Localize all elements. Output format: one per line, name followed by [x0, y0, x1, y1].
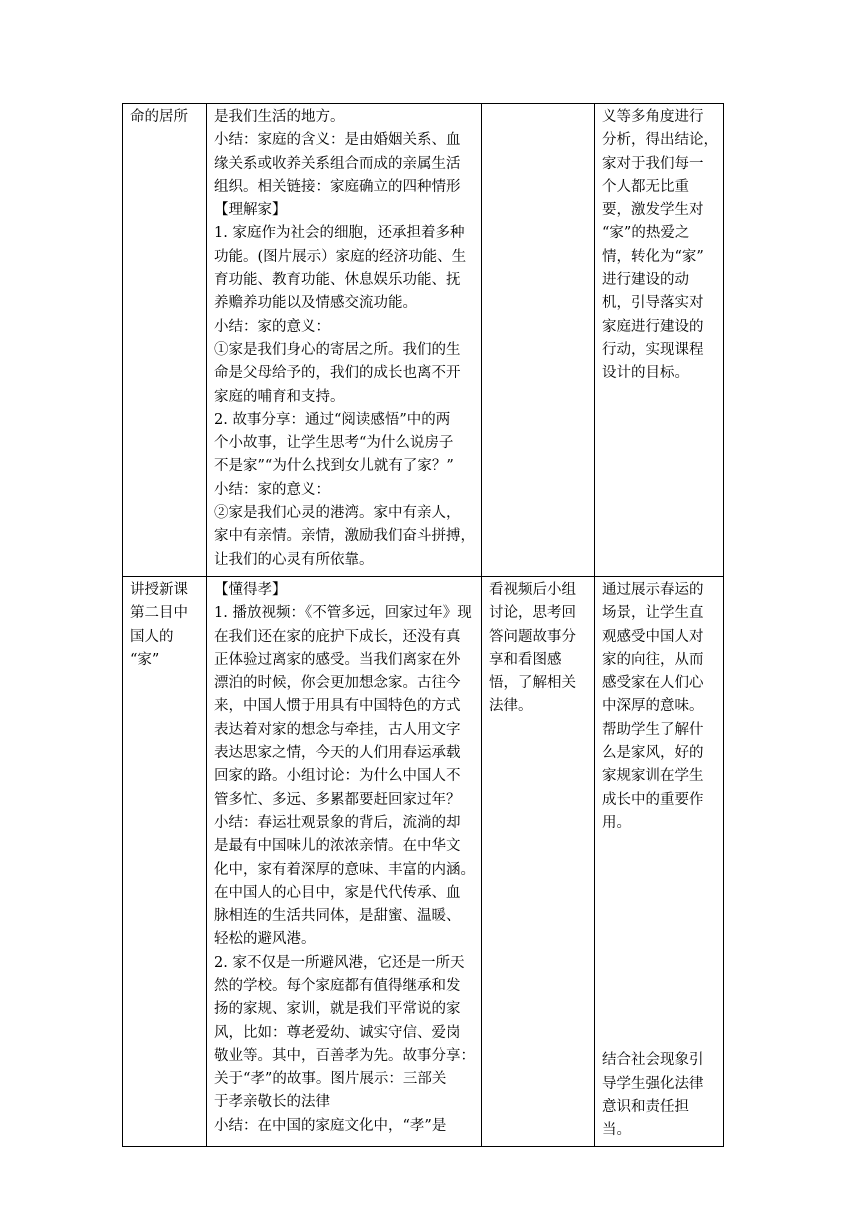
text-line: 分析，得出结论，	[602, 132, 718, 149]
text-line: 小结：在中国的家庭文化中，“孝”是	[214, 1117, 447, 1134]
text-line: 管多忙、多远、多累都要赶回家过年？	[214, 791, 461, 808]
text-line: 轻松的避风港。	[214, 931, 316, 948]
intent-cell	[595, 104, 724, 577]
text-line: 悟，了解相关	[489, 675, 576, 692]
text-line: 讨论，思考回	[489, 605, 576, 622]
intent-gap	[602, 835, 716, 1049]
text-line: 【懂得孝】	[214, 581, 287, 598]
text-line: 让我们的心灵有所依靠。	[214, 551, 374, 568]
text-line: 小结：家庭的含义：是由婚姻关系、血	[214, 132, 461, 149]
text-line: 来，中国人惯于用具有中国特色的方式	[214, 698, 461, 715]
text-line: 1. 播放视频：《不管多远，回家过年》现	[214, 605, 472, 622]
text-line: 场景，让学生直	[602, 605, 704, 622]
text-line: 小结：家的意义：	[214, 481, 330, 498]
text-line: 表达思家之情，今天的人们用春运承载	[214, 745, 461, 762]
text-line: 观感受中国人对	[602, 628, 704, 645]
text-line: 小结：春运壮观景象的背后，流淌的却	[214, 814, 461, 831]
text-line: 2. 家不仅是一所避风港，它还是一所天	[214, 954, 465, 971]
text-line: 漂泊的时候，你会更加想念家。古往今	[214, 675, 461, 692]
text-line: 讲授新课	[130, 581, 188, 598]
text-line: 么是家风，好的	[602, 745, 704, 762]
text-line: 成长中的重要作	[602, 791, 704, 808]
text-line: 2. 故事分享：通过“阅读感悟”中的两	[214, 411, 451, 428]
text-line: 家庭的哺育和支持。	[214, 388, 345, 405]
text-line: 结合社会现象引	[602, 1052, 704, 1069]
text-line: 个小故事，让学生思考“为什么说房子	[214, 435, 454, 452]
text-line: 育功能、教育功能、休息娱乐功能、抚	[214, 272, 461, 289]
text-line: 缘关系或收养关系组合而成的亲属生活	[214, 155, 461, 172]
text-line: 意识和责任担	[602, 1098, 689, 1115]
text-line: 设计的目标。	[602, 365, 689, 382]
text-line: 表达着对家的想念与牵挂，古人用文字	[214, 721, 461, 738]
text-line: 养赡养功能以及情感交流功能。	[214, 295, 417, 312]
text-line: ①家是我们身心的寄居之所。我们的生	[214, 341, 461, 358]
text-line: 1. 家庭作为社会的细胞，还承担着多种	[214, 225, 465, 242]
text-line: 当。	[602, 1122, 631, 1139]
text-line: 然的学校。每个家庭都有值得继承和发	[214, 977, 461, 994]
text-line: 机，引导落实对	[602, 295, 704, 312]
content-cell	[207, 576, 482, 1146]
text-line: 在中国人的心目中，家是代代传承、血	[214, 884, 461, 901]
text-line: 不是家”“为什么找到女儿就有了家？”	[214, 458, 454, 475]
text-line: 通过展示春运的	[602, 581, 704, 598]
lesson-plan-table	[122, 103, 724, 1147]
text-line: ②家是我们心灵的港湾。家中有亲人，	[214, 505, 461, 522]
text-line: 看视频后小组	[489, 581, 576, 598]
text-line: 脉相连的生活共同体，是甜蜜、温暖、	[214, 908, 461, 925]
text-line: 享和看图感	[489, 651, 562, 668]
content-cell	[207, 104, 482, 577]
text-line: “家”	[130, 651, 160, 668]
text-line: 关于“孝”的故事。图片展示：三部关	[214, 1071, 447, 1088]
text-line: 行动，实现课程	[602, 341, 704, 358]
text-line: 中深厚的意味。	[602, 698, 704, 715]
text-line: 用。	[602, 814, 631, 831]
text-line: 义等多角度进行	[602, 109, 704, 125]
activity-cell	[482, 576, 595, 1146]
text-line: 扬的家规、家训，就是我们平常说的家	[214, 1001, 461, 1018]
text-line: 敬业等。其中，百善孝为先。故事分享：	[214, 1047, 475, 1064]
text-line: 组织。相关链接：家庭确立的四种情形	[214, 178, 461, 195]
text-line: 家对于我们每一	[602, 155, 704, 172]
intent-cell	[595, 576, 724, 1146]
text-line: 正体验过离家的感受。当我们离家在外	[214, 651, 461, 668]
text-line: 化中，家有着深厚的意味、丰富的内涵。	[214, 861, 475, 878]
table-row	[123, 104, 724, 577]
table-row	[123, 576, 724, 1146]
text-line: 第二目中	[130, 605, 188, 622]
intent-part-a	[602, 579, 716, 835]
text-line: 个人都无比重	[602, 178, 689, 195]
text-line: 在我们还在家的庇护下成长，还没有真	[214, 628, 461, 645]
text-line: 于孝亲敬长的法律	[214, 1094, 330, 1111]
text-line: 进行建设的动	[602, 272, 689, 289]
intent-part-b	[602, 1049, 716, 1142]
text-line: 家庭进行建设的	[602, 318, 704, 335]
text-line: 国人的	[130, 628, 174, 645]
text-line: 是我们生活的地方。	[214, 109, 345, 125]
text-line: 家的向往，从而	[602, 651, 704, 668]
text-line: “家”的热爱之	[602, 225, 690, 242]
text-line: 家规家训在学生	[602, 768, 704, 785]
text-line: 要，激发学生对	[602, 202, 704, 219]
text-line: 导学生强化法律	[602, 1075, 704, 1092]
text-line: 回家的路。小组讨论：为什么中国人不	[214, 768, 461, 785]
text-line: 功能。(图片展示）家庭的经济功能、生	[214, 248, 467, 265]
activity-cell	[482, 104, 595, 577]
topic-cell	[123, 104, 207, 577]
text-line: 法律。	[489, 698, 533, 715]
text-line: 【理解家】	[214, 202, 287, 219]
text-line: 感受家在人们心	[602, 675, 704, 692]
text-line: 是最有中国味儿的浓浓亲情。在中华文	[214, 838, 461, 855]
text-line: 风，比如：尊老爱幼、诚实守信、爱岗	[214, 1024, 461, 1041]
text-line: 情，转化为“家”	[602, 248, 704, 265]
text-line: 答问题故事分	[489, 628, 576, 645]
text-line: 命是父母给予的，我们的成长也离不开	[214, 365, 461, 382]
topic-cell	[123, 576, 207, 1146]
text-line: 家中有亲情。亲情，激励我们奋斗拼搏，	[214, 528, 475, 545]
text-line: 小结：家的意义：	[214, 318, 330, 335]
text-line: 帮助学生了解什	[602, 721, 704, 738]
text-line: 命的居所	[130, 109, 188, 125]
